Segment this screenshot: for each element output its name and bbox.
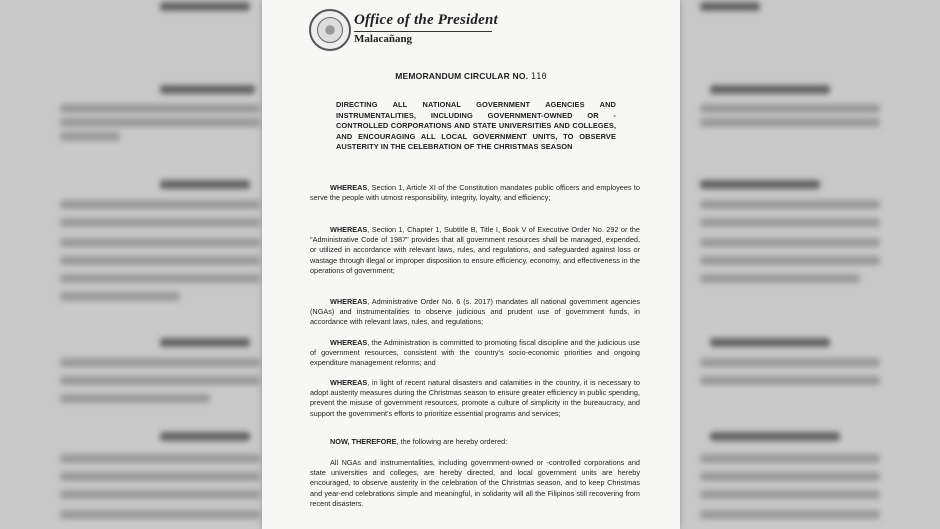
paragraph-text: , the following are hereby ordered: — [396, 437, 508, 446]
office-title: Office of the President — [354, 12, 498, 28]
paragraph-text: , Administrative Order No. 6 (s. 2017) mandates all national government agencies (NGAs) and instrumentalities to observe judicious and prudent use of government funds, in accordance with relevant laws, rules, and regulations; — [310, 297, 640, 327]
paragraph-lead: WHEREAS — [330, 297, 368, 306]
paragraph-directive — [310, 458, 640, 509]
presidential-seal-icon — [309, 9, 351, 51]
office-location: Malacañang — [354, 33, 413, 45]
paragraph-text: , in light of recent natural disasters and calamities in the country, it is necessary to adopt austerity measures during the Christmas season to ensure greater efficiency in public spending, prevent the misuse of government resources, promote a culture of simplicity in the bureaucracy, and support the government's efforts to prioritize essential programs and services; — [310, 378, 640, 418]
memorandum-page — [262, 0, 680, 529]
paragraph-now-therefore — [310, 437, 640, 447]
paragraph-lead: WHEREAS — [330, 183, 368, 192]
paragraph-whereas-3 — [310, 297, 640, 328]
paragraph-whereas-2 — [310, 225, 640, 276]
paragraph-lead: NOW, THEREFORE — [330, 437, 397, 446]
paragraph-whereas-5 — [310, 378, 640, 419]
paragraph-lead: WHEREAS — [330, 225, 368, 234]
paragraph-whereas-4 — [310, 338, 640, 369]
memo-title — [262, 71, 680, 82]
paragraph-text: All NGAs and instrumentalities, including government-owned or -controlled corporations and state universities and colleges, are hereby directed, and local government units are hereby encouraged, to observe austerity in the celebration of the Christmas season, and to keep Christmas and year-end celebrations simple and meaningful, in solidarity will all the Filipinos still recovering from recent disasters. — [310, 458, 640, 508]
paragraph-whereas-1 — [310, 183, 640, 203]
paragraph-text: , the Administration is committed to promoting fiscal discipline and the judicious use of government resources, consistent with the country's socio-economic priorities and ongoing expenditure management reforms; and — [310, 338, 640, 368]
memo-title-label: MEMORANDUM CIRCULAR NO. — [395, 71, 529, 81]
memo-number: 110 — [530, 72, 547, 82]
paragraph-lead: WHEREAS — [330, 338, 368, 347]
memo-subject: DIRECTING ALL NATIONAL GOVERNMENT AGENCIES AND INSTRUMENTALITIES, INCLUDING GOVERNMENT-OWNED OR -CONTROLLED CORPORATIONS AND STATE UNIVERSITIES AND COLLEGES, AND ENCOURAGING ALL LOCAL GOVERNMENT UNITS, TO OBSERVE AUSTERITY IN THE CELEBRATION OF THE CHRISTMAS SEASON — [336, 100, 616, 152]
paragraph-lead: WHEREAS — [330, 378, 368, 387]
paragraph-text: , Section 1, Article XI of the Constitution mandates public officers and employees to serve the people with utmost responsibility, integrity, loyalty, and efficiency; — [310, 183, 640, 203]
header-divider — [354, 31, 492, 32]
paragraph-text: , Section 1, Chapter 1, Subtitle B, Title I, Book V of Executive Order No. 292 or the "Administrative Code of 1987" provides that all government resources shall be managed, expended, or utilized in accordance with relevant laws, rules, and regulations, and safeguarded against loss or wastage through illegal or improper disposition to ensure efficiency, economy, and effectiveness in the operations of government; — [310, 225, 640, 275]
